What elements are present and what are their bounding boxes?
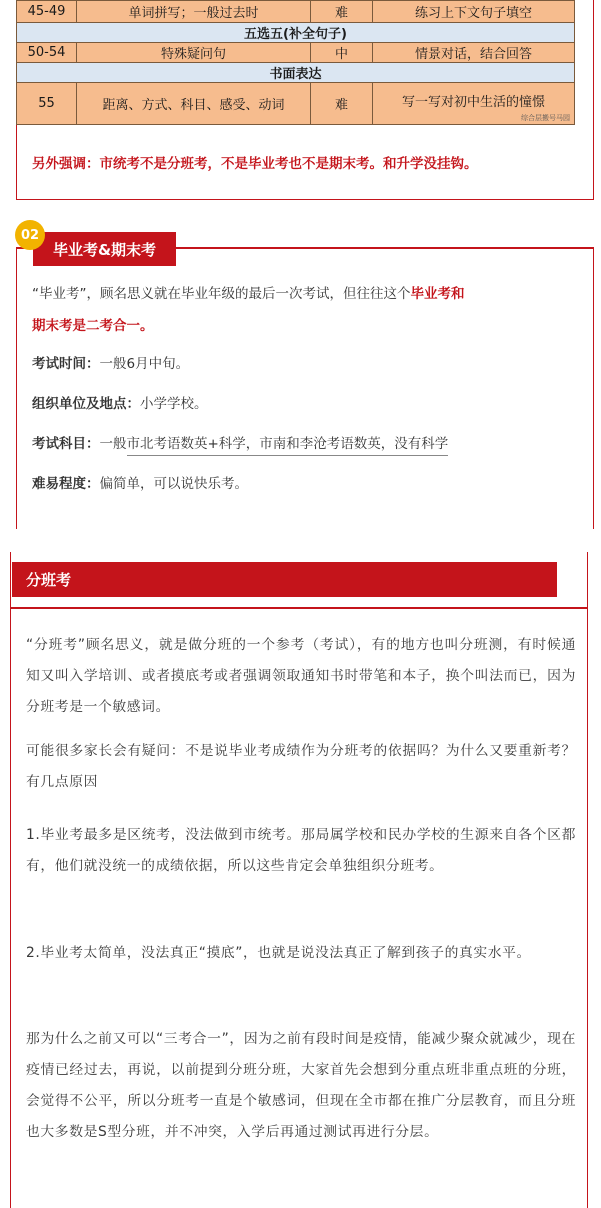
subjects-row [32,432,448,452]
exam-structure-table [16,0,575,125]
body-paragraph: “分班考”顾名思义，就是做分班的一个参考（考试），有的地方也叫分班测，有时候通知又叫入学培训、或者摸底考或者强调领取通知书时带笔和本子，换个叫法而已，因为分班考是一个敏感词。 [26,637,576,715]
table-cell-advice: 练习上下文句子填空 [373,1,575,23]
table-cell-content: 距离、方式、科目、感受、动词 [77,83,311,125]
difficulty-value: 偏简单，可以说快乐考。 [99,476,248,492]
table-row [17,83,575,125]
section-title: 毕业考&期末考 [33,232,176,266]
organizer-label: 组织单位及地点： [32,396,140,412]
intro-text: “毕业考”，顾名思义就在毕业年级的最后一次考试，但往往这个 [32,286,411,302]
intro-highlight: 毕业考和 [410,286,465,302]
table-cell-advice-text: 写一写对初中生活的憧憬 [401,95,545,110]
emphasis-note: 另外强调：市统考不是分班考，不是毕业考也不是期末考。和升学没挂钩。 [32,156,478,172]
difficulty-row [32,472,248,492]
section-number-badge: 02 [15,220,45,250]
table-cell-difficulty: 难 [311,83,373,125]
table-section-title: 书面表达 [17,63,575,83]
intro-paragraph-line2 [32,314,154,334]
table-row [17,1,575,23]
table-section-header [17,63,575,83]
table-cell-range: 45-49 [17,1,77,23]
body-paragraph: 那为什么之前又可以“三考合一”，因为之前有段时间是疫情，能减少聚众就减少，现在疫情已经过去，再说，以前提到分班分班，大家首先会想到分重点班非重点班的分班，会觉得不公平，所以分班考一直是个敏感词，但现在全市都在推广分层教育，而且分班也大多数是S型分班，并不冲突，入学后再通过测试再进行分层。 [26,1031,576,1140]
exam-time-label: 考试时间： [32,356,100,372]
exam-time-row [32,352,189,372]
body-paragraph: 2.毕业考太简单，没法真正“摸底”，也就是说没法真正了解到孩子的真实水平。 [26,945,531,961]
table-cell-content: 特殊疑问句 [77,43,311,63]
table-cell-difficulty: 难 [311,1,373,23]
organizer-value: 小学学校。 [140,396,208,412]
organizer-row [32,392,208,412]
table-cell-difficulty: 中 [311,43,373,63]
subjects-value-prefix: 一般 [99,436,127,452]
table-row [17,43,575,63]
table-watermark: 综合层搬号马园 [521,114,570,122]
table-section-header [17,23,575,43]
table-cell-advice [373,83,575,125]
intro-highlight: 期末考是二考合一。 [32,318,154,334]
difficulty-label: 难易程度： [32,476,100,492]
section-title: 分班考 [12,562,557,597]
table-cell-content: 单词拼写；一般过去时 [77,1,311,23]
body-paragraph: 可能很多家长会有疑问：不是说毕业考成绩作为分班考的依据吗？为什么又要重新考？有几点原因 [26,743,576,790]
exam-time-value: 一般6月中旬。 [99,356,190,372]
table-section-title: 五选五(补全句子) [17,23,575,43]
table-cell-advice: 情景对话，结合回答 [373,43,575,63]
table-cell-range: 55 [17,83,77,125]
intro-paragraph-line1 [32,282,465,302]
body-paragraph: 1.毕业考最多是区统考，没法做到市统考。那局属学校和民办学校的生源来自各个区都有，他们就没统一的成绩依据，所以这些肯定会单独组织分班考。 [26,827,576,874]
subjects-value: 市北考语数英+科学，市南和李沧考语数英，没有科学 [127,436,449,456]
table-cell-range: 50-54 [17,43,77,63]
section-divider [10,607,588,609]
subjects-label: 考试科目： [32,436,100,452]
